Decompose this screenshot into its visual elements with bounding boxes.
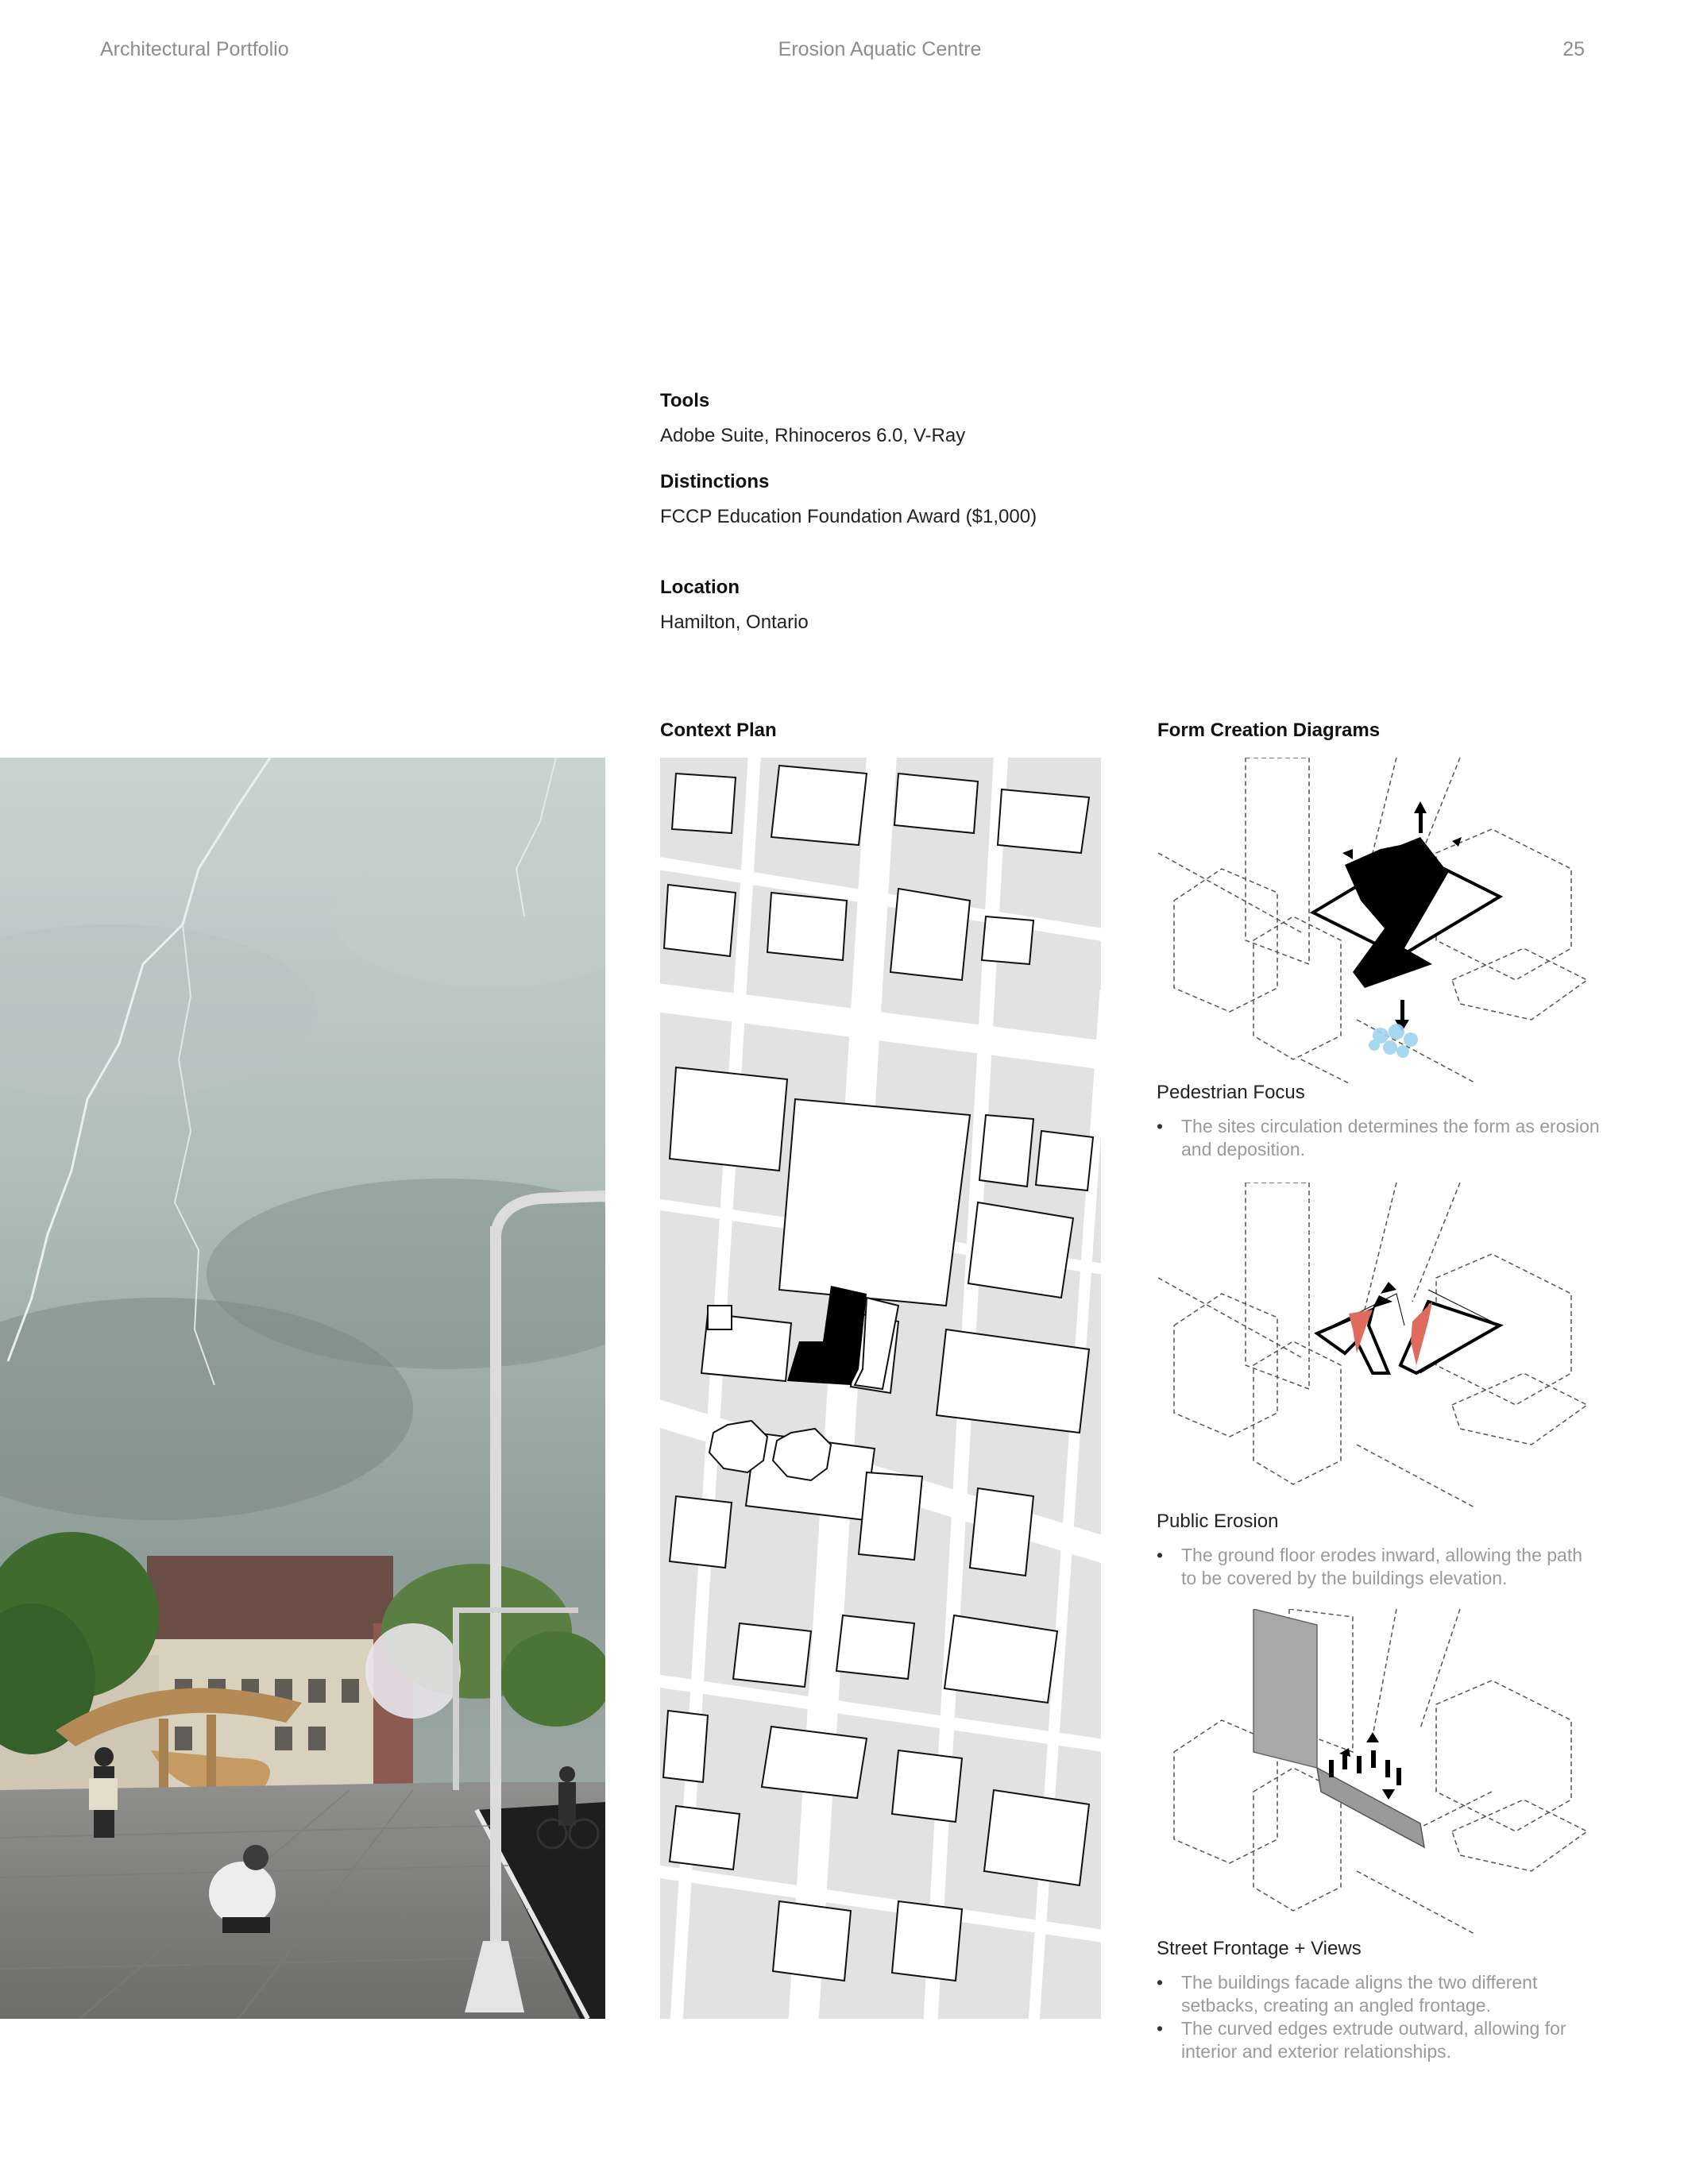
- bullet-list-street-frontage: [1157, 1971, 1601, 2063]
- bullet-item: • The ground floor erodes inward, allowing the path to be covered by the buildings elevation.: [1157, 1545, 1583, 1588]
- distinctions-value: FCCP Education Foundation Award ($1,000): [660, 506, 1037, 527]
- bullet-list-pedestrian-focus: [1157, 1115, 1601, 1161]
- street-rendering-image: [0, 758, 605, 2019]
- bullet-item: • The sites circulation determines the form as erosion and deposition.: [1157, 1116, 1600, 1160]
- diagram-caption-street-frontage: Street Frontage + Views: [1157, 1938, 1362, 1959]
- bullet-text: The curved edges extrude outward, allowing for interior and exterior relationships.: [1181, 2018, 1566, 2062]
- diagram-caption-public-erosion: Public Erosion: [1157, 1511, 1279, 1532]
- location-label: Location: [660, 577, 740, 598]
- form-diagram-street-frontage: [1158, 1609, 1599, 1935]
- diagram-caption-pedestrian-focus: Pedestrian Focus: [1157, 1082, 1305, 1103]
- tools-value: Adobe Suite, Rhinoceros 6.0, V-Ray: [660, 425, 966, 446]
- bullet-text: The sites circulation determines the form as erosion and deposition.: [1181, 1116, 1600, 1160]
- context-plan-title: Context Plan: [660, 720, 777, 741]
- location-value: Hamilton, Ontario: [660, 612, 809, 633]
- bullet-item: • The curved edges extrude outward, allowing for interior and exterior relationships.: [1157, 2018, 1566, 2062]
- tools-label: Tools: [660, 390, 710, 411]
- distinctions-label: Distinctions: [660, 471, 770, 492]
- bullet-item: • The buildings facade aligns the two different setbacks, creating an angled frontage.: [1157, 1972, 1538, 2016]
- bullet-text: The buildings facade aligns the two different setbacks, creating an angled frontage.: [1181, 1972, 1538, 2016]
- form-diagram-pedestrian-focus: [1158, 758, 1599, 1083]
- form-diagrams-title: Form Creation Diagrams: [1157, 720, 1381, 741]
- bullet-list-public-erosion: [1157, 1544, 1601, 1590]
- page-number: 25: [1562, 38, 1585, 60]
- header-project-title: Erosion Aquatic Centre: [778, 38, 982, 60]
- header-portfolio-title: Architectural Portfolio: [100, 38, 289, 60]
- context-plan-map: [660, 758, 1101, 2019]
- form-diagram-public-erosion: [1158, 1183, 1599, 1508]
- bullet-text: The ground floor erodes inward, allowing the path to be covered by the buildings elevation.: [1181, 1545, 1583, 1588]
